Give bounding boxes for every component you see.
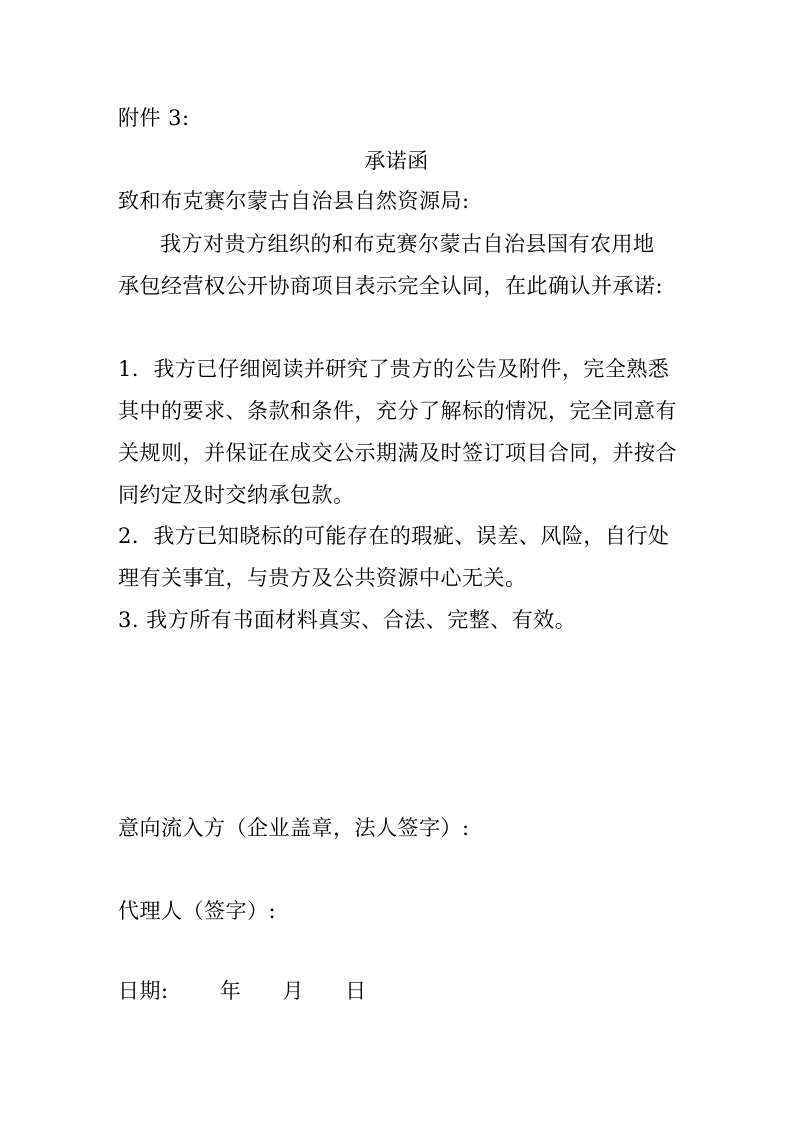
date-label: 日期: [118,979,169,1003]
date-month: 月 [282,979,304,1003]
date-day: 日 [345,979,367,1003]
commitment-line-3: 关规则，并保证在成交公示期满及时签订项目合同，并按合 [118,441,677,465]
commitment-line-4: 同约定及时交纳承包款。 [118,483,355,507]
commitment-line-6: 理有关事宜，与贵方及公共资源中心无关。 [118,566,527,590]
commitment-line-1: 1．我方已仔细阅读并研究了贵方的公告及附件，完全熟悉 [118,357,670,381]
document-title: 承诺函 [364,149,429,173]
addressee: 致和布克赛尔蒙古自治县自然资源局: [118,189,470,213]
intro-line-1: 我方对贵方组织的和布克赛尔蒙古自治县国有农用地 [160,232,655,256]
date-year: 年 [219,979,242,1003]
commitment-line-2: 其中的要求、条款和条件，充分了解标的情况，完全同意有 [118,399,677,423]
commitment-line-7: 3. 我方所有书面材料真实、合法、完整、有效。 [118,608,577,632]
transferee-signature-label: 意向流入方（企业盖章，法人签字）: [118,816,470,840]
intro-line-2: 承包经营权公开协商项目表示完全认同，在此确认并承诺: [118,274,664,298]
attachment-label: 附件 3: [118,106,190,130]
agent-signature-label: 代理人（签字）: [118,899,277,923]
commitment-line-5: 2．我方已知晓标的可能存在的瑕疵、误差、风险，自行处 [118,524,670,548]
date-line [118,975,367,1007]
